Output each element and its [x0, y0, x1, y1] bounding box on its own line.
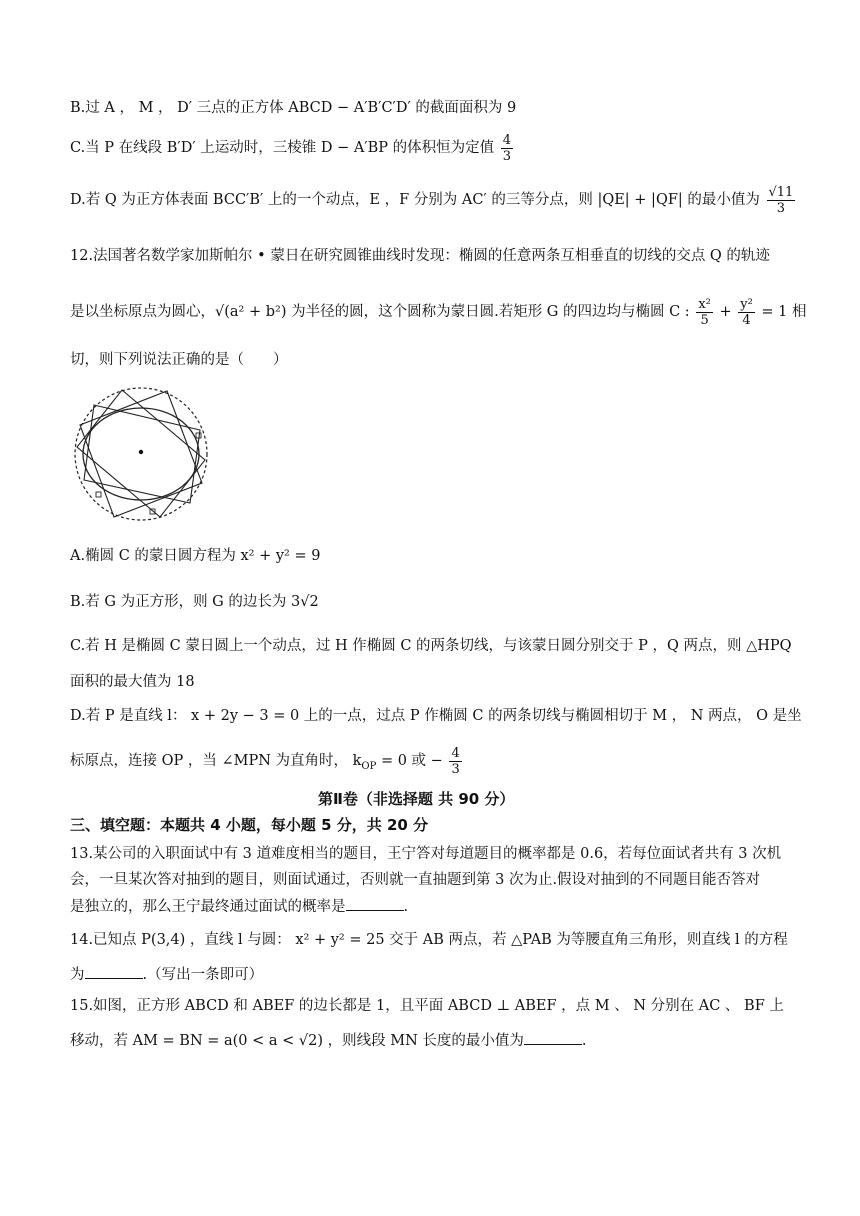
fraction: $\frac{4}{3}$: [451, 745, 460, 777]
q11-option-c: [70, 128, 515, 168]
answer-blank[interactable]: [524, 1030, 582, 1045]
q12-stem-text: 是以坐标原点为圆心，√(a² + b²) 为半径的圆，这个圆称为蒙日圆.若矩形 G 的四边均与椭圆 C :: [70, 304, 690, 320]
period: .: [581, 1033, 587, 1049]
q14-text-end: .（写出一条即可）: [142, 967, 264, 983]
q12-stem-line1: 12.法国著名数学家加斯帕尔 • 蒙日在研究圆锥曲线时发现：椭圆的任意两条互相垂直的切线的交点 Q 的轨迹: [70, 248, 770, 264]
q14-line1: 14.已知点 P(3,4) ，直线 l 与圆： x² + y² = 25 交于 AB 两点，若 △PAB 为等腰直角三角形，则直线 l 的方程: [70, 932, 788, 948]
plus-sign: +: [719, 304, 732, 320]
q12-stem-line2: [70, 290, 807, 334]
q15-line1: 15.如图，正方形 ABCD 和 ABEF 的边长都是 1，且平面 ABCD ⊥ ABEF ，点 M 、 N 分别在 AC 、 BF 上: [70, 998, 784, 1014]
fraction: $\frac{\text{y²}}{4}$: [740, 296, 753, 328]
part2-title: 第Ⅱ卷（非选择题 共 90 分）: [318, 790, 515, 808]
q13-text: 是独立的，那么王宁最终通过面试的概率是: [70, 899, 346, 915]
q12-option-a: A.椭圆 C 的蒙日圆方程为 x² + y² = 9: [70, 548, 321, 564]
fraction: $\frac{\text{x²}}{5}$: [698, 296, 711, 328]
monge-circle-figure: [72, 385, 210, 523]
q12-stem-text-end: = 1 相: [761, 304, 807, 320]
q11-option-d-text: D.若 Q 为正方体表面 BCC′B′ 上的一个动点，E ，F 分别为 AC′ 的三等分点，则 |QE| + |QF| 的最小值为: [70, 192, 760, 208]
answer-blank[interactable]: [346, 896, 404, 911]
q12-stem-line3: 切，则下列说法正确的是（ ）: [70, 352, 288, 368]
q14-line2: [70, 964, 263, 985]
q12-option-c-line2: 面积的最大值为 18: [70, 674, 195, 690]
q11-option-d: [70, 180, 797, 220]
q12-option-d-line1: D.若 P 是直线 l： x + 2y − 3 = 0 上的一点，过点 P 作椭圆 C 的两条切线与椭圆相切于 M ， N 两点， O 是坐: [70, 708, 802, 724]
q15-line2: [70, 1030, 587, 1051]
q13-line1: 13.某公司的入职面试中有 3 道难度相当的题目，王宁答对每道题目的概率都是 0.6，若每位面试者共有 3 次机: [70, 846, 782, 862]
q12-option-d-text: 标原点，连接 OP ，当 ∠MPN 为直角时， k: [70, 753, 362, 769]
q11-option-b: B.过 A ， M ， D′ 三点的正方体 ABCD − A′B′C′D′ 的截面面积为 9: [70, 100, 517, 116]
q11-option-c-text: C.当 P 在线段 B′D′ 上运动时，三棱锥 D − A′BP 的体积恒为定值: [70, 140, 495, 156]
q13-line3: [70, 896, 408, 917]
q13-line2: 会，一旦某次答对抽到的题目，则面试通过，否则就一直抽题到第 3 次为止.假设对抽到的不同题目能否答对: [70, 872, 761, 888]
q12-option-d-text-2: = 0 或 −: [380, 753, 443, 769]
center-point: [139, 450, 143, 454]
fraction: $\frac{4}{3}$: [502, 132, 512, 164]
answer-blank[interactable]: [85, 964, 143, 979]
period: .: [403, 899, 409, 915]
q15-text: 移动，若 AM = BN = a(0 < a < √2) ，则线段 MN 长度的最小值为: [70, 1033, 524, 1049]
section3-title: 三、填空题：本题共 4 小题，每小题 5 分，共 20 分: [70, 816, 429, 834]
q12-option-b: B.若 G 为正方形，则 G 的边长为 3√2: [70, 594, 319, 610]
q12-option-d-line2: [70, 740, 464, 788]
q12-option-c-line1: C.若 H 是椭圆 C 蒙日圆上一个动点，过 H 作椭圆 C 的两条切线，与该蒙日圆分别交于 P ，Q 两点，则 △HPQ: [70, 638, 792, 654]
q14-text: 为: [70, 967, 85, 983]
subscript: OP: [361, 760, 377, 772]
fraction: $\frac{√11}{3}$: [768, 184, 794, 216]
